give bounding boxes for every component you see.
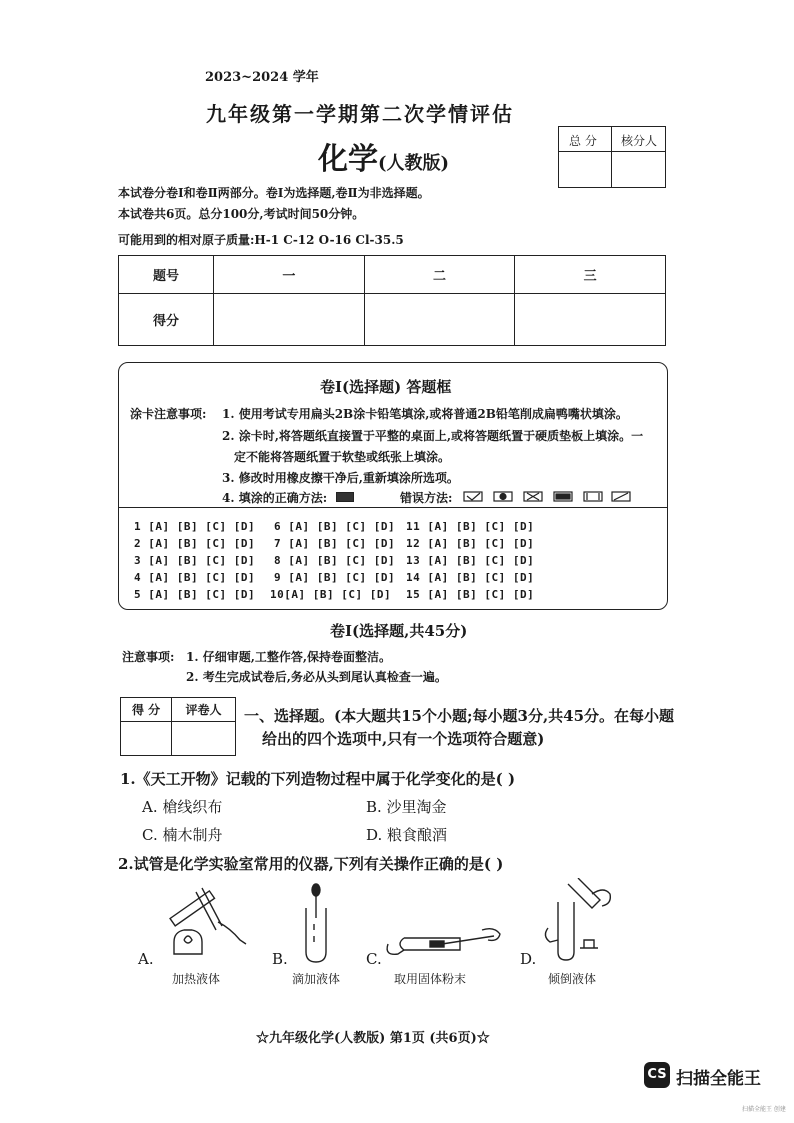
exam-note-2: 2. 考生完成试卷后,务必从头到尾认真检查一遍。: [186, 670, 447, 684]
q2-option-a[interactable]: A.: [138, 950, 154, 968]
camscanner-brand: 扫描全能王: [676, 1069, 761, 1089]
col-part-3: 三: [515, 256, 666, 294]
q2-option-c[interactable]: C.: [366, 950, 382, 968]
subject-name: 化学: [318, 142, 378, 177]
bubble-q3[interactable]: 3 [A] [B] [C] [D]: [134, 554, 256, 567]
bubble-q11[interactable]: 11 [A] [B] [C] [D]: [406, 520, 535, 533]
bubble-q15[interactable]: 15 [A] [B] [C] [D]: [406, 588, 535, 601]
bubble-q2[interactable]: 2 [A] [B] [C] [D]: [134, 537, 256, 550]
bubble-q12[interactable]: 12 [A] [B] [C] [D]: [406, 537, 535, 550]
page-footer: ☆九年级化学(人教版) 第1页 (共6页)☆: [256, 1031, 490, 1046]
grader-score-label: 得 分: [121, 698, 172, 722]
subject-title: [318, 134, 449, 178]
bubble-q9[interactable]: 9 [A] [B] [C] [D]: [274, 571, 396, 584]
exam-note-1: 1. 仔细审题,工整作答,保持卷面整洁。: [186, 650, 392, 664]
correct-fill-icon: [336, 492, 354, 502]
school-year: 2023~2024 学年: [205, 70, 319, 85]
score-cell-3[interactable]: [515, 294, 666, 346]
fill-note-2: 2. 涂卡时,将答题纸直接置于平整的桌面上,或将答题纸置于硬质垫板上填涂。一: [222, 429, 644, 443]
q1-option-c[interactable]: C. 楠木制舟: [142, 826, 223, 844]
q2-caption-c: 取用固体粉末: [394, 972, 467, 986]
fill-note-1: 1. 使用考试专用扁头2B涂卡铅笔填涂,或将普通2B铅笔削成扁鸭嘴状填涂。: [222, 407, 628, 421]
intro-line-2: 本试卷共6页。总分100分,考试时间50分钟。: [118, 207, 365, 221]
solid-powder-figure: [382, 926, 512, 960]
grader-reviewer-label: 评卷人: [172, 698, 236, 722]
part-1-title-cont: 给出的四个选项中,只有一个选项符合题意): [262, 730, 545, 748]
bubble-q14[interactable]: 14 [A] [B] [C] [D]: [406, 571, 535, 584]
col-part-1: 一: [214, 256, 365, 294]
bubble-q10[interactable]: 10[A] [B] [C] [D]: [270, 588, 392, 601]
wrong-method-label: 错误方法:: [400, 491, 453, 505]
camscanner-logo-icon: CS: [644, 1062, 670, 1088]
dropping-liquid-figure: [294, 882, 338, 966]
answer-frame-title: 卷Ⅰ(选择题) 答题框: [320, 378, 452, 396]
q2-option-b[interactable]: B.: [272, 950, 288, 968]
bubble-q8[interactable]: 8 [A] [B] [C] [D]: [274, 554, 396, 567]
score-cell-1[interactable]: [214, 294, 365, 346]
q1-option-a[interactable]: A. 槍线织布: [142, 798, 223, 816]
bubble-q13[interactable]: 13 [A] [B] [C] [D]: [406, 554, 535, 567]
intro-line-3: 可能用到的相对原子质量:H-1 C-12 O-16 Cl-35.5: [118, 233, 404, 247]
bubble-q4[interactable]: 4 [A] [B] [C] [D]: [134, 571, 256, 584]
question-2: 2.试管是化学实验室常用的仪器,下列有关操作正确的是( ): [118, 855, 504, 873]
q1-option-d[interactable]: D. 粮食酿酒: [366, 826, 448, 844]
fill-note-3: 3. 修改时用橡皮擦干净后,重新填涂所选项。: [222, 471, 459, 485]
grader-score-cell[interactable]: [121, 722, 172, 756]
score-table: [118, 255, 666, 346]
row-label-number: 题号: [119, 256, 214, 294]
q2-caption-d: 倾倒液体: [548, 972, 597, 986]
wrong-fill-icons: [462, 489, 632, 503]
bubble-q5[interactable]: 5 [A] [B] [C] [D]: [134, 588, 256, 601]
question-1: 1.《天工开物》记载的下列造物过程中属于化学变化的是( ): [120, 770, 516, 788]
part-1-title: 一、选择题。(本大题共15个小题;每小题3分,共45分。在每小题: [244, 707, 675, 725]
grader-box: [120, 697, 236, 756]
grader-reviewer-cell[interactable]: [172, 722, 236, 756]
col-part-2: 二: [364, 256, 515, 294]
fill-notes-label: 涂卡注意事项:: [130, 407, 207, 421]
q1-option-b[interactable]: B. 沙里淘金: [366, 798, 447, 816]
checker-label: 核分人: [621, 134, 658, 148]
bubble-q1[interactable]: 1 [A] [B] [C] [D]: [134, 520, 256, 533]
subject-edition: (人教版): [378, 153, 450, 174]
exam-notes-label: 注意事项:: [122, 650, 175, 664]
heating-liquid-figure: [158, 882, 252, 966]
q2-caption-b: 滴加液体: [292, 972, 341, 986]
bubble-q7[interactable]: 7 [A] [B] [C] [D]: [274, 537, 396, 550]
section-1-title: 卷Ⅰ(选择题,共45分): [330, 622, 468, 640]
fill-note-4: 4. 填涂的正确方法:: [222, 491, 328, 505]
q2-option-d[interactable]: D.: [520, 950, 537, 968]
q2-caption-a: 加热液体: [172, 972, 221, 986]
bubble-q6[interactable]: 6 [A] [B] [C] [D]: [274, 520, 396, 533]
exam-title: 九年级第一学期第二次学情评估: [206, 102, 514, 126]
total-score-label: 总 分: [569, 134, 597, 148]
intro-line-1: 本试卷分卷Ⅰ和卷Ⅱ两部分。卷Ⅰ为选择题,卷Ⅱ为非选择题。: [118, 186, 430, 200]
total-score-box: [558, 126, 666, 188]
fill-note-2-cont: 定不能将答题纸置于软垫或纸张上填涂。: [234, 450, 451, 464]
row-label-score: 得分: [119, 294, 214, 346]
camscanner-small-text: 扫描全能王 创建: [742, 1106, 786, 1113]
pouring-liquid-figure: [538, 878, 618, 968]
score-cell-2[interactable]: [364, 294, 515, 346]
